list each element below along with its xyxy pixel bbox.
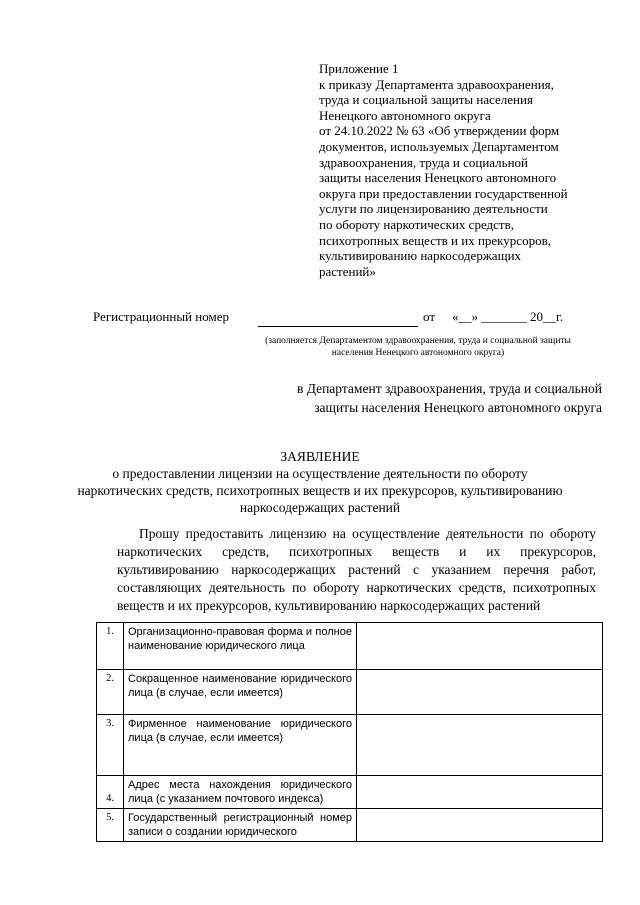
- row-number: 2.: [97, 670, 124, 715]
- row-number: 1.: [97, 623, 124, 670]
- row-number: 5.: [97, 809, 124, 842]
- appendix-line: услуги по лицензированию деятельности: [319, 201, 548, 217]
- table-row: [97, 715, 603, 776]
- title-heading: ЗАЯВЛЕНИЕ: [280, 449, 360, 464]
- table-row: [97, 809, 603, 842]
- row-label: Сокращенное наименование юридического лица (в случае, если имеется): [124, 670, 357, 715]
- row-number: 4.: [97, 776, 124, 809]
- registration-from-label: от: [423, 309, 436, 324]
- appendix-line: защиты населения Ненецкого автономного: [319, 170, 557, 186]
- appendix-line: культивированию наркосодержащих: [319, 248, 522, 264]
- row-value-field[interactable]: [357, 809, 603, 842]
- row-label: Организационно-правовая форма и полное наименование юридического лица: [124, 623, 357, 670]
- appendix-line: труда и социальной защиты населения: [319, 92, 533, 108]
- request-paragraph: Прошу предоставить лицензию на осуществление деятельности по обороту наркотических средств, психотропных веществ и их прекурсоров, культивированию наркосодержащих растений с указанием перечня работ, составляющих деятельность по обороту наркотических средств, психотропных веществ и их прекурсоров, культивированию наркосодержащих растений: [117, 526, 596, 613]
- appendix-line: здравоохранения, труда и социальной: [319, 154, 528, 170]
- row-number: 3.: [97, 715, 124, 776]
- title-subtitle: о предоставлении лицензии на осуществление деятельности по обороту наркотических средств, психотропных веществ и их прекурсоров, культивированию наркосодержащих растений: [77, 466, 563, 515]
- applicant-info-table: [96, 622, 603, 842]
- row-value-field[interactable]: [357, 623, 603, 670]
- appendix-line: психотропных веществ и их прекурсоров,: [319, 232, 551, 248]
- addressee-line: в Департамент здравоохранения, труда и социальной: [296, 381, 602, 396]
- appendix-line: документов, используемых Департаментом: [319, 138, 559, 154]
- appendix-line: к приказу Департамента здравоохранения,: [319, 76, 554, 92]
- table-row: [97, 670, 603, 715]
- registration-date-field[interactable]: «__» _______ 20__г.: [452, 309, 564, 324]
- table-row: [97, 776, 603, 809]
- row-value-field[interactable]: [357, 715, 603, 776]
- appendix-line: от 24.10.2022 № 63 «Об утверждении форм: [319, 123, 560, 139]
- appendix-line: по обороту наркотических средств,: [319, 216, 515, 232]
- row-label: Адрес места нахождения юридического лица (с указанием почтового индекса): [124, 776, 357, 809]
- registration-label: Регистрационный номер: [93, 309, 229, 324]
- row-label: Фирменное наименование юридического лица (в случае, если имеется): [124, 715, 357, 776]
- appendix-line: Приложение 1: [319, 61, 399, 76]
- registration-note: (заполняется Департаментом здравоохранения, труда и социальной защиты населения Ненецкого автономного округа): [265, 336, 571, 358]
- addressee-line: защиты населения Ненецкого автономного округа: [314, 400, 602, 415]
- appendix-block: [319, 61, 599, 279]
- appendix-line: округа при предоставлении государственной: [319, 185, 568, 201]
- row-value-field[interactable]: [357, 670, 603, 715]
- addressee: [262, 379, 602, 417]
- appendix-line: растений»: [319, 263, 376, 279]
- row-value-field[interactable]: [357, 776, 603, 809]
- registration-number-field[interactable]: [258, 326, 418, 327]
- row-label: Государственный регистрационный номер записи о создании юридического: [124, 809, 357, 842]
- table-row: [97, 623, 603, 670]
- document-title: [70, 448, 570, 516]
- appendix-line: Ненецкого автономного округа: [319, 107, 491, 123]
